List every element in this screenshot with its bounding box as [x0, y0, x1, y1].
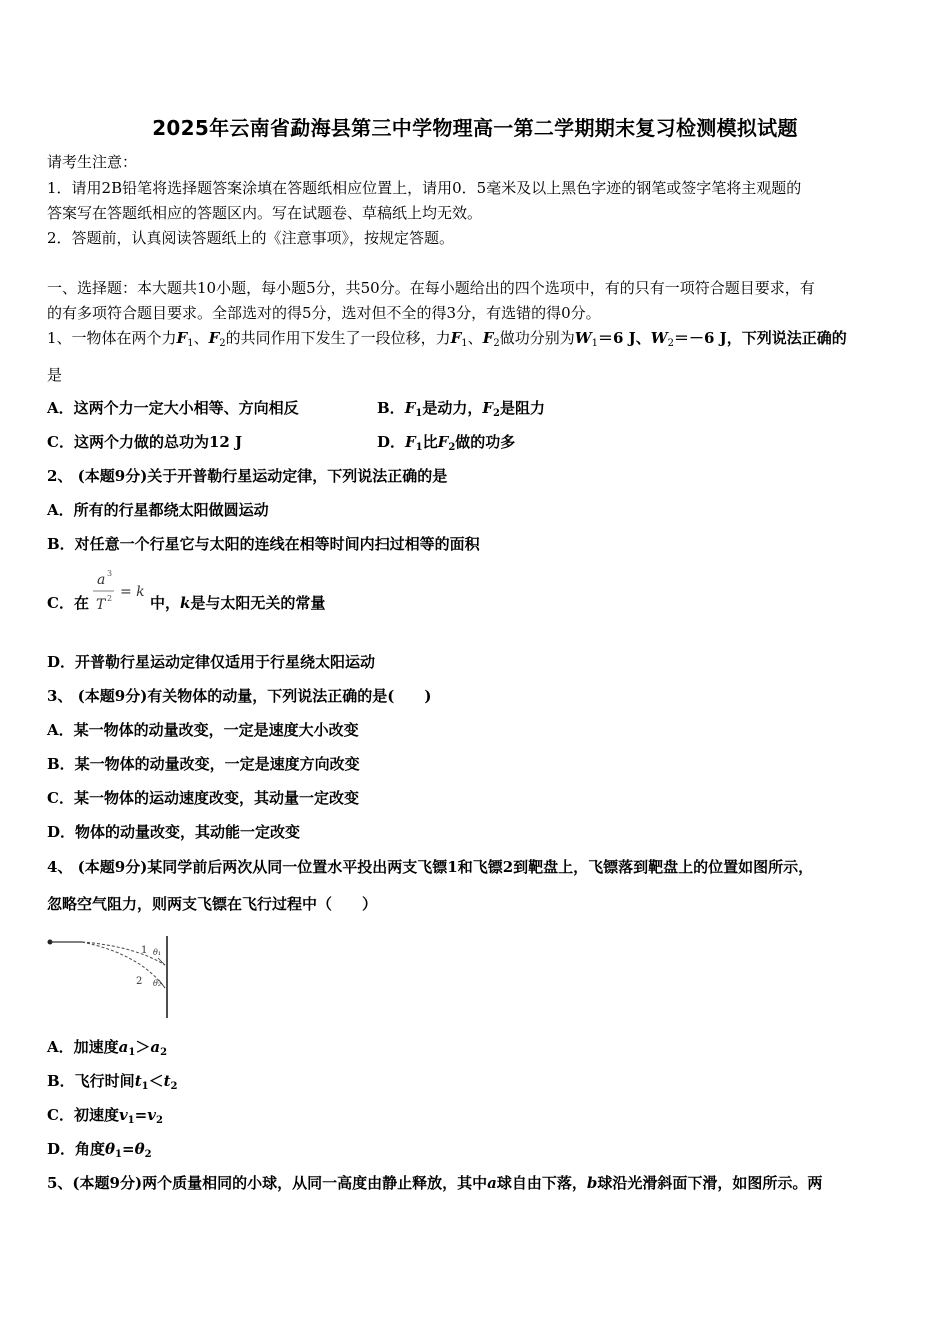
dart-label-2: 2 [136, 976, 143, 987]
q2-k: k [180, 594, 191, 612]
q1-stem [47, 328, 847, 348]
q1-option-c: C．这两个力做的总功为12 J [47, 433, 243, 451]
q1-f1: F [176, 329, 188, 347]
q1-f1: F [404, 399, 416, 417]
q1-f2: F [482, 329, 494, 347]
q4-sub: 2 [170, 1081, 178, 1092]
q4-var: a [150, 1038, 161, 1056]
q4-sub: 2 [144, 1149, 152, 1160]
notice-heading: 请考生注意： [47, 153, 138, 171]
notice-line-1: 1．请用2B铅笔将选择题答案涂填在答题纸相应位置上，请用0．5毫米及以上黑色字迹的钢笔或签字笔将主观题的 [47, 179, 802, 197]
formula-num: a [97, 572, 106, 588]
q1-w2: W [650, 329, 668, 347]
q3-stem: 3、 (本题9分)有关物体的动量，下列说法正确的是( ) [47, 687, 432, 705]
q4-sub: 2 [155, 1115, 163, 1126]
kepler-formula [92, 566, 152, 614]
q4-sub: 1 [115, 1149, 122, 1160]
q4-sub: 1 [141, 1081, 149, 1092]
q4-var: t [163, 1072, 171, 1090]
q1-text: 是阻力 [499, 399, 545, 417]
dart-label-1: 1 [141, 945, 148, 956]
q1-option-d [377, 432, 515, 452]
q2-text: 中， [150, 594, 181, 612]
formula-rhs: = k [120, 584, 145, 600]
q5-text: 球自由下落， [496, 1174, 587, 1192]
q4-var: t [134, 1072, 142, 1090]
q4-var: v [147, 1106, 156, 1124]
q1-w1-value: ＝6 J、 [597, 329, 651, 347]
q1-w1: W [574, 329, 592, 347]
q2-text: 是与太阳无关的常量 [190, 594, 326, 612]
q1-sub: 2 [493, 338, 500, 349]
q4-option-c [47, 1105, 163, 1125]
q1-sub: 1 [591, 338, 598, 349]
q1-sub: 2 [667, 338, 674, 349]
q4-var: a [118, 1038, 129, 1056]
q1-text: 1、一物体在两个力 [47, 329, 177, 347]
q1-w2-value: ＝－6 J，下列说法正确的 [673, 329, 847, 347]
q4-sub: 1 [128, 1047, 136, 1058]
page-title: 2025年云南省勐海县第三中学物理高一第二学期期末复习检测模拟试题 [152, 116, 798, 140]
q1-text: 做功分别为 [499, 329, 575, 347]
q1-sub: 1 [415, 408, 423, 419]
q4-text: C．初速度 [47, 1106, 119, 1124]
q4-stem-line-1: 4、 (本题9分)某同学前后两次从同一位置水平投出两支飞镖1和飞镖2到靶盘上，飞镖落到靶盘上的位置如图所示， [47, 858, 814, 876]
notice-line-3: 2．答题前，认真阅读答题纸上的《注意事项》，按规定答题。 [47, 229, 455, 247]
q1-stem-cont: 是 [47, 366, 63, 384]
formula-num-exp: 3 [107, 569, 113, 578]
q5-text: 球沿光滑斜面下滑，如图所示。两 [597, 1174, 823, 1192]
q4-var: θ [105, 1140, 116, 1158]
q1-f1: F [450, 329, 462, 347]
q4-op: = [134, 1106, 148, 1124]
formula-den-exp: 2 [107, 594, 113, 603]
q2-option-b: B．对任意一个行星它与太阳的连线在相等时间内扫过相等的面积 [47, 535, 480, 553]
q4-stem-line-2: 忽略空气阻力，则两支飞镖在飞行过程中（ ） [47, 895, 378, 913]
q1-text: 、 [193, 329, 209, 347]
q1-option-b [377, 398, 545, 418]
q1-sub: 1 [415, 442, 423, 453]
notice-line-2: 答案写在答题纸相应的答题区内。写在试题卷、草稿纸上均无效。 [47, 204, 483, 222]
q2-option-c-label: C．在 [47, 594, 89, 612]
q3-option-d: D．物体的动量改变，其动能一定改变 [47, 823, 301, 841]
q5-ball-b: b [586, 1174, 598, 1192]
q1-text: 是动力， [422, 399, 483, 417]
q4-var: v [118, 1106, 128, 1124]
q3-option-a: A．某一物体的动量改变，一定是速度大小改变 [47, 721, 359, 739]
angle-arc-1 [158, 958, 165, 965]
q4-text: D．角度 [47, 1140, 106, 1158]
q4-sub: 1 [127, 1115, 135, 1126]
formula-den: T [96, 597, 106, 613]
theta-label-1: θ₁ [153, 948, 162, 957]
dart-figure [44, 932, 174, 1020]
q4-var: θ [134, 1140, 145, 1158]
q1-sub: 2 [492, 408, 500, 419]
q1-f2: F [437, 433, 449, 451]
q2-option-c-text [150, 593, 325, 613]
q4-op: ＞ [135, 1038, 151, 1056]
q1-text: 、 [467, 329, 483, 347]
q5-ball-a: a [487, 1174, 497, 1192]
q4-op: ＜ [148, 1072, 164, 1090]
q1-sub: 2 [448, 442, 456, 453]
q4-sub: 2 [160, 1047, 168, 1058]
q1-text: 比 [422, 433, 438, 451]
q1-opt-label: D． [377, 433, 406, 451]
q1-f1: F [405, 433, 416, 451]
q4-option-b [47, 1071, 178, 1091]
q3-option-b: B．某一物体的动量改变，一定是速度方向改变 [47, 755, 360, 773]
q4-text: A．加速度 [47, 1038, 119, 1056]
section-intro-line-1: 一、选择题：本大题共10小题，每小题5分，共50分。在每小题给出的四个选项中，有的只有一项符合题目要求，有 [47, 279, 815, 297]
q3-option-c: C．某一物体的运动速度改变，其动量一定改变 [47, 789, 359, 807]
q4-text: B．飞行时间 [47, 1072, 135, 1090]
q4-option-a [47, 1037, 167, 1057]
q1-text: 做的功多 [455, 433, 516, 451]
q2-option-a: A．所有的行星都绕太阳做圆运动 [47, 501, 269, 519]
q1-sub: 1 [461, 338, 468, 349]
q4-op: = [122, 1140, 135, 1158]
q1-option-a: A．这两个力一定大小相等、方向相反 [47, 399, 299, 417]
q4-option-d [47, 1139, 152, 1159]
q2-stem: 2、 (本题9分)关于开普勒行星运动定律，下列说法正确的是 [47, 467, 448, 485]
q1-text: 的共同作用下发生了一段位移，力 [225, 329, 451, 347]
q1-opt-label: B． [377, 399, 405, 417]
theta-label-2: θ₂ [153, 979, 162, 988]
q5-text: 5、(本题9分)两个质量相同的小球，从同一高度由静止释放，其中 [47, 1174, 488, 1192]
section-intro-line-2: 的有多项符合题目要求。全部选对的得5分，选对但不全的得3分，有选错的得0分。 [47, 304, 601, 322]
q1-f2: F [482, 399, 493, 417]
q1-sub: 1 [187, 338, 194, 349]
q5-stem [47, 1173, 822, 1193]
q1-f2: F [208, 329, 220, 347]
q1-sub: 2 [219, 338, 226, 349]
q2-option-d: D．开普勒行星运动定律仅适用于行星绕太阳运动 [47, 653, 376, 671]
